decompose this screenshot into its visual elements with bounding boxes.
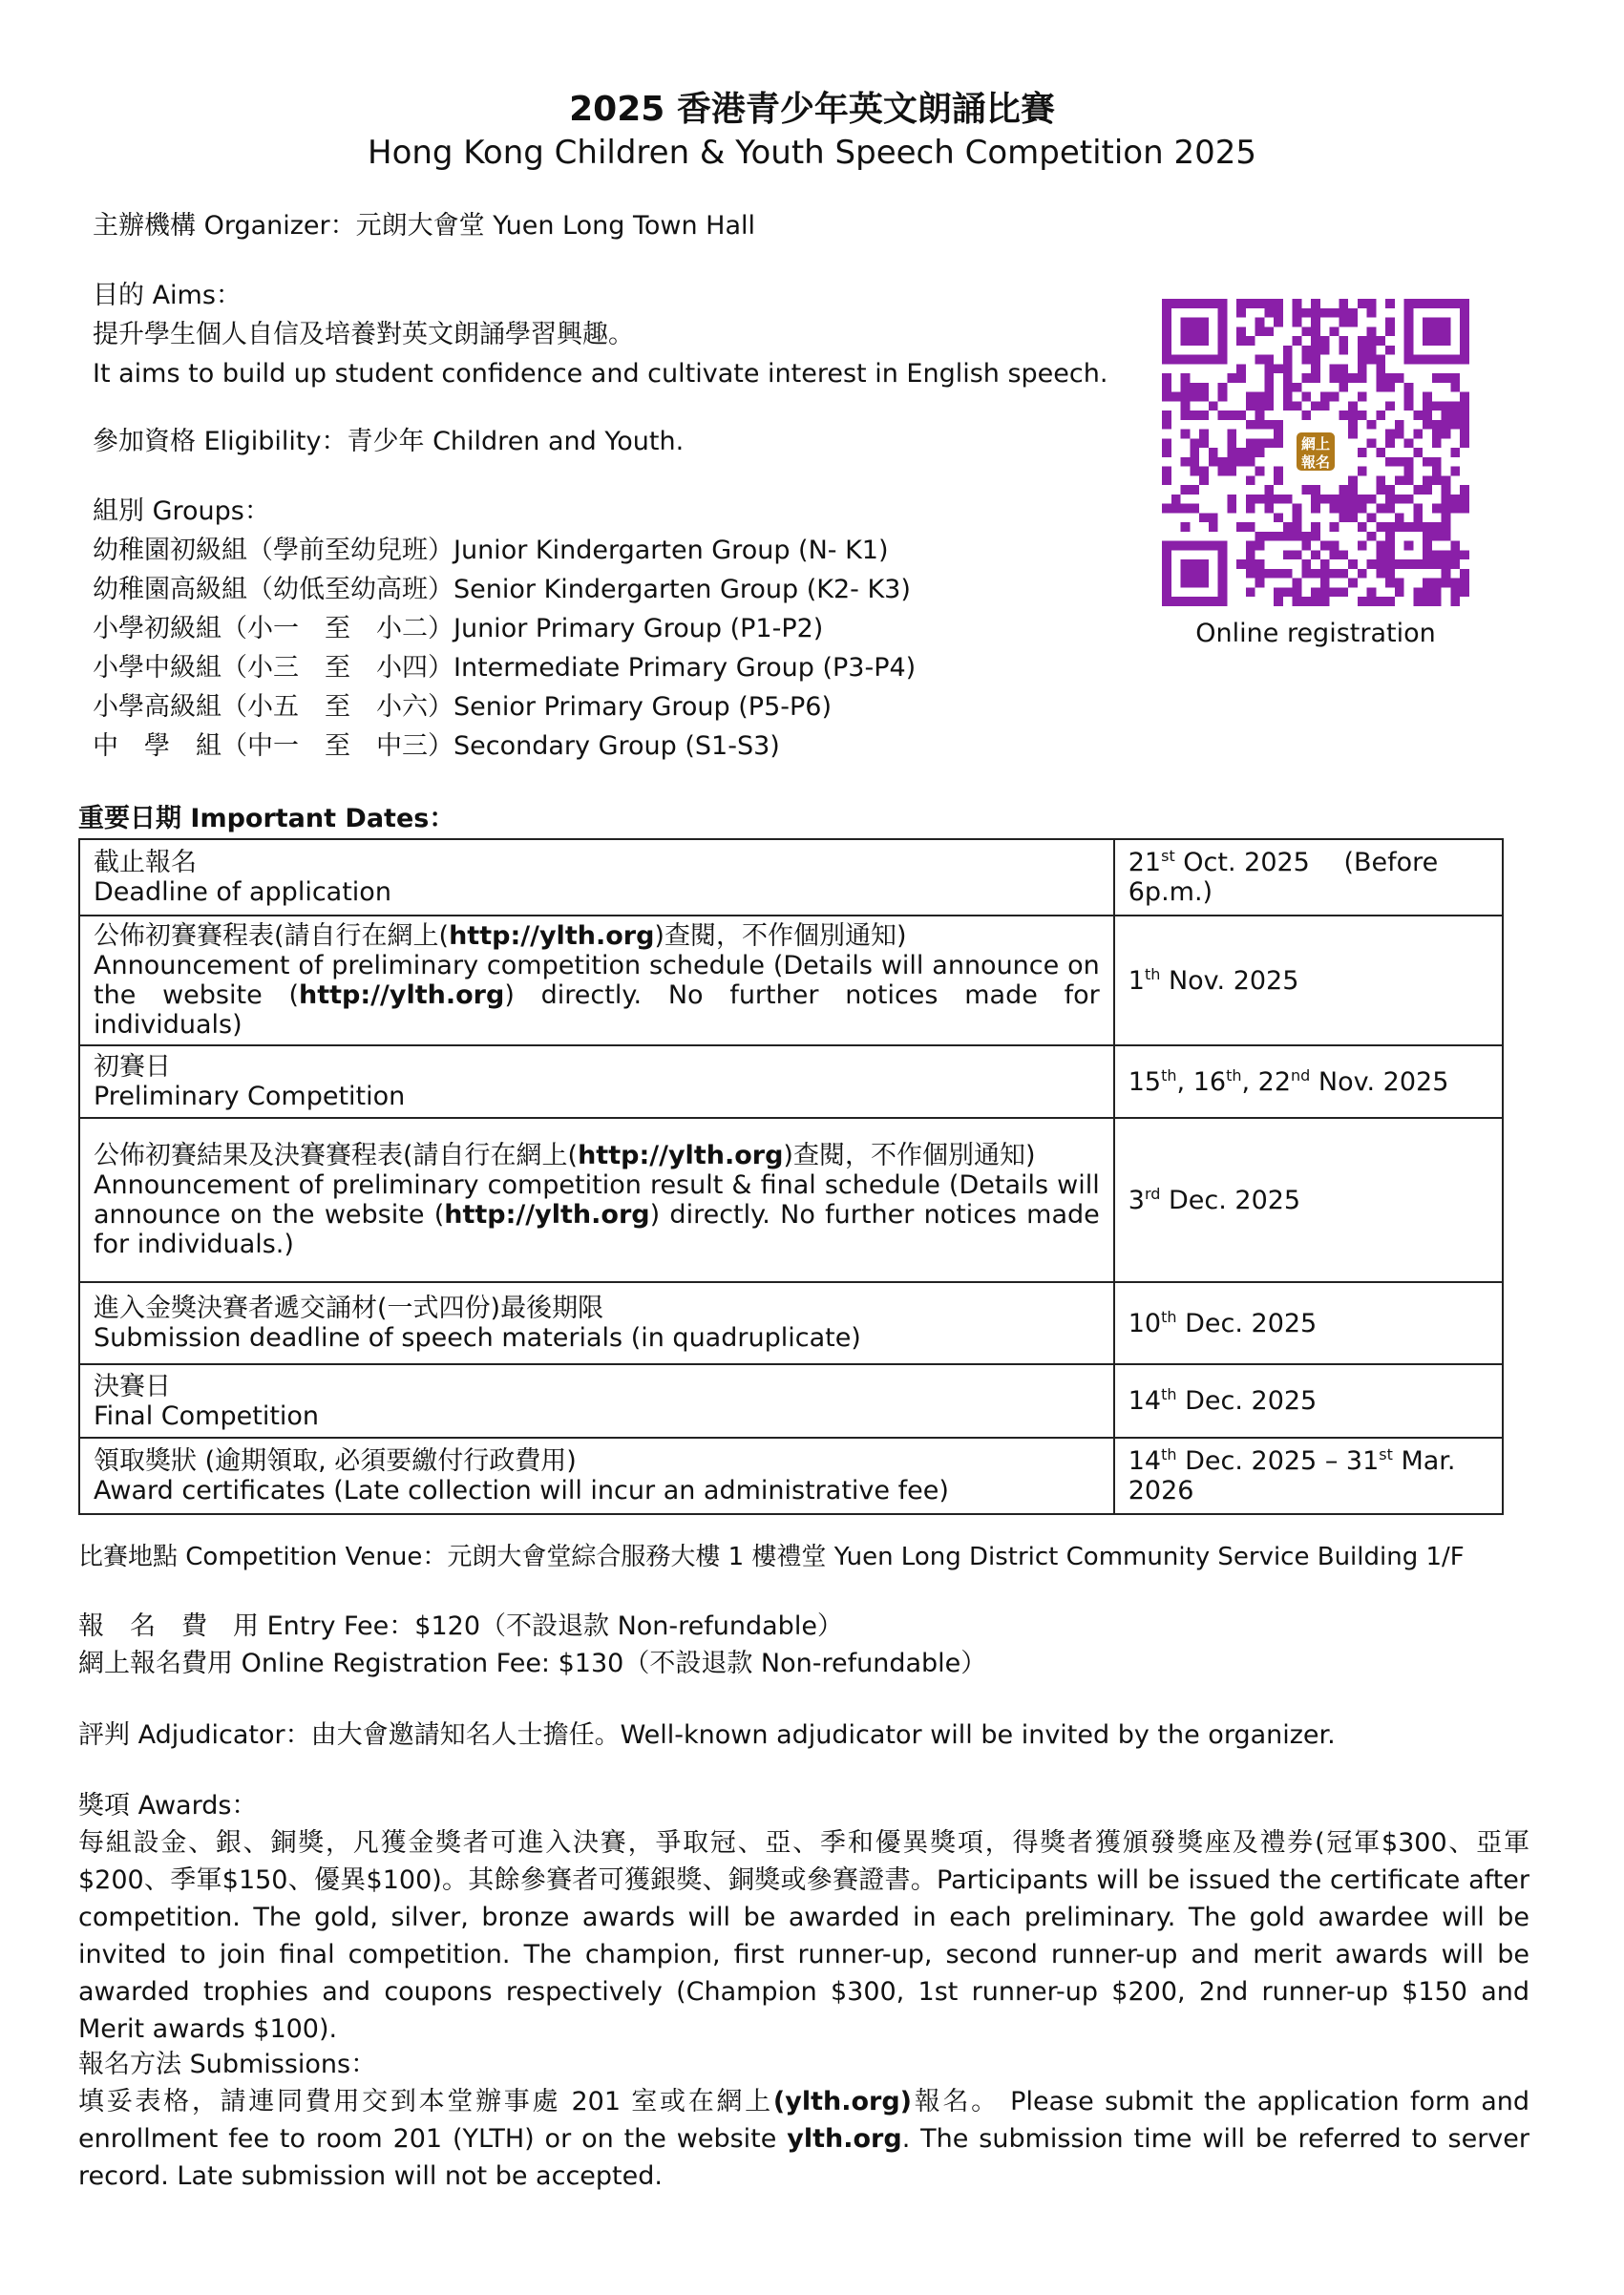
submissions-text: 填妥表格，請連同費用交到本堂辦事處 201 室或在網上(ylth.org)報名。 Please submit the application form and enrollment fee to room 201 (YLTH) or on the website ylth.org. The submission time will be referred to server record. Late submission will not be accepted. [78,2087,1529,2191]
title-chinese: 2025 香港青少年英文朗誦比賽 [569,90,1055,129]
date-cell: 14th Dec. 2025 – 31st Mar. 2026 [1114,1438,1503,1514]
event-en: Deadline of application [94,877,391,907]
qr-code[interactable] [1162,299,1469,606]
event-cell [79,1045,1114,1118]
aims-label: 目的 Aims： [93,281,242,310]
event-en: Announcement of preliminary competition schedule (Details will announce on the website (http://ylth.org) directly. No further notices made for individuals) [94,951,1100,1040]
event-cell [79,916,1114,1045]
date-cell: 10th Dec. 2025 [1114,1282,1503,1364]
submissions-label: 報名方法 Submissions： [78,2050,377,2079]
date-cell: 21st Oct. 2025 (Before 6p.m.) [1114,839,1503,916]
adjudicator: 評判 Adjudicator：由大會邀請知名人士擔任。Well-known adjudicator will be invited by the organizer. [78,1720,1336,1750]
table-row [79,1282,1503,1364]
event-zh: 決賽日 [94,1371,171,1401]
table-row [79,916,1503,1045]
table-row [79,1364,1503,1438]
group-item: 幼稚園初級組（學前至幼兒班）Junior Kindergarten Group (N- K1) [93,536,889,565]
awards-label: 獎項 Awards： [78,1791,258,1821]
event-zh: 公佈初賽結果及決賽賽程表(請自行在網上(http://ylth.org)查閱，不作個別通知) [94,1141,1036,1170]
groups-label: 組別 Groups： [93,496,270,526]
event-cell [79,1364,1114,1438]
group-item: 小學初級組（小一 至 小二）Junior Primary Group (P1-P2) [93,614,824,643]
awards-text: 每組設金、銀、銅獎，凡獲金獎者可進入決賽，爭取冠、亞、季和優異獎項，得獎者獲頒發獎座及禮券(冠軍$300、亞軍$200、季軍$150、優異$100)。其餘參賽者可獲銀獎、銅獎或參賽證書。Participants will be issued the certificate after competition. The gold, silver, bronze awards will be awarded in each preliminary. The gold awardee will be invited to join final competition. The champion, first runner-up, second runner-up and merit awards will be awarded trophies and coupons respectively (Champion $300, 1st runner-up $200, 2nd runner-up $150 and Merit awards $100). [78,1828,1529,2044]
event-en: Announcement of preliminary competition result & final schedule (Details will announce on the website (http://ylth.org) directly. No further notices made for individuals.) [94,1170,1100,1259]
website-link[interactable]: http://ylth.org [444,1200,650,1230]
aims-section [93,276,1107,393]
table-row [79,1118,1503,1282]
aims-zh: 提升學生個人自信及培養對英文朗誦學習興趣。 [93,320,634,349]
date-cell: 14th Dec. 2025 [1114,1364,1503,1438]
event-en: Preliminary Competition [94,1082,406,1111]
website-link[interactable]: http://ylth.org [299,980,505,1010]
event-en: Submission deadline of speech materials (in quadruplicate) [94,1323,861,1353]
organizer: 主辦機構 Organizer：元朗大會堂 Yuen Long Town Hall [93,211,756,241]
date-cell: 15th, 16th, 22nd Nov. 2025 [1114,1045,1503,1118]
group-item: 中 學 組（中一 至 中三）Secondary Group (S1-S3) [93,731,780,761]
website-link[interactable]: http://ylth.org [578,1141,784,1170]
fees-section [78,1608,1529,1682]
date-cell: 3rd Dec. 2025 [1114,1118,1503,1282]
groups-section [93,492,916,766]
event-cell [79,1118,1114,1282]
submissions-section [78,2046,1529,2195]
online-fee: 網上報名費用 Online Registration Fee: $130（不設退款 Non-refundable） [78,1649,987,1678]
important-dates-table [78,838,1504,1515]
event-cell [79,1282,1114,1364]
group-item: 幼稚園高級組（幼低至幼高班）Senior Kindergarten Group (K2- K3) [93,575,911,604]
date-cell: 1th Nov. 2025 [1114,916,1503,1045]
website-link[interactable]: http://ylth.org [449,921,655,951]
website-link[interactable]: (ylth.org) [772,2087,913,2116]
group-item: 小學中級組（小三 至 小四）Intermediate Primary Group (P3-P4) [93,653,917,683]
table-row [79,1438,1503,1514]
qr-badge: 網上報名 [1294,430,1338,474]
table-row [79,839,1503,916]
important-dates-title: 重要日期 Important Dates： [78,804,455,833]
event-cell [79,839,1114,916]
title-english: Hong Kong Children & Youth Speech Competition 2025 [368,134,1256,172]
group-item: 小學高級組（小五 至 小六）Senior Primary Group (P5-P6) [93,692,832,722]
table-row [79,1045,1503,1118]
eligibility: 參加資格 Eligibility：青少年 Children and Youth. [93,427,685,456]
event-zh: 公佈初賽賽程表(請自行在網上(http://ylth.org)查閱，不作個別通知) [94,921,907,951]
awards-section [78,1787,1529,2048]
qr-caption: Online registration [1195,619,1436,648]
entry-fee: 報 名 費 用 Entry Fee：$120（不設退款 Non-refundable） [78,1611,843,1641]
event-en: Final Competition [94,1400,320,1431]
website-link[interactable]: ylth.org [787,2124,902,2154]
event-zh: 截止報名 [94,848,197,877]
venue: 比賽地點 Competition Venue：元朗大會堂綜合服務大樓 1 樓禮堂 Yuen Long District Community Service Building 1/F [78,1543,1465,1571]
event-zh: 初賽日 [94,1052,171,1082]
event-zh: 領取獎狀 (逾期領取, 必須要繳付行政費用) [94,1446,577,1476]
event-cell [79,1438,1114,1514]
aims-en: It aims to build up student confidence and cultivate interest in English speech. [93,359,1108,389]
event-zh: 進入金獎決賽者遞交誦材(一式四份)最後期限 [94,1294,604,1323]
event-en: Award certificates (Late collection will incur an administrative fee) [94,1476,949,1505]
